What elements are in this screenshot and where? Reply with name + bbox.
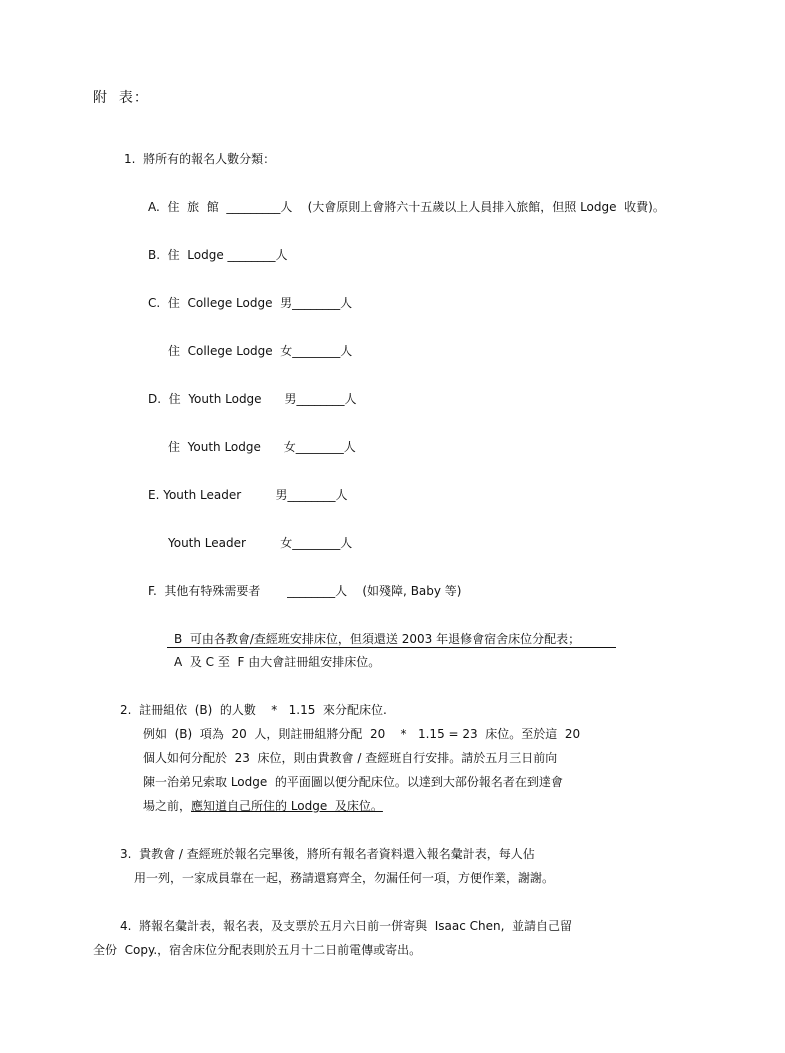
section2-line-2: 例如 (B) 項為 20 人，則註冊組將分配 20 * 1.15 = 23 床位。至於這 20 [143,727,581,741]
page-title: 附 表： [93,90,149,106]
section3-line-2: 用一列，一家成員靠在一起，務請還寫齊全，勿漏任何一項，方便作業，謝謝。 [134,871,555,885]
item-a: A. 住 旅 館 _________人 (大會原則上會將六十五歲以上人員排入旅館，但照 Lodge 收費)。 [148,200,665,214]
item-f: F. 其他有特殊需要者 ________人 (如殘障, Baby 等) [148,584,462,598]
section2-line-5 [143,798,383,814]
item-d-male: D. 住 Youth Lodge 男________人 [148,392,357,406]
section3-line-1: 3. 貴教會 / 查經班於報名完畢後，將所有報名者資料還入報名彙計表，每人佔 [120,847,535,861]
item-e-female: Youth Leader 女________人 [168,536,353,550]
section4-line-2: 全份 Copy.，宿舍床位分配表則於五月十二日前電傳或寄出。 [93,943,422,957]
item-b: B. 住 Lodge ________人 [148,248,288,262]
item-c-female: 住 College Lodge 女________人 [168,344,353,358]
item-c-male: C. 住 College Lodge 男________人 [148,296,353,310]
section2-line-1: 2. 註冊組依 (B) 的人數 * 1.15 來分配床位. [120,703,387,717]
item-d-female: 住 Youth Lodge 女________人 [168,440,356,454]
item-e-male: E. Youth Leader 男________人 [148,488,348,502]
note-line-2: A 及 C 至 F 由大會註冊組安排床位。 [174,655,381,669]
section2-last-underlined: 應知道自己所住的 Lodge 及床位。 [191,799,383,813]
note-line-1: B 可由各教會/查經班安排床位，但須還送 2003 年退修會宿舍床位分配表； [174,632,581,646]
section2-line-4: 陳一治弟兄索取 Lodge 的平面圖以便分配床位。以達到大部份報名者在到達會 [143,775,563,789]
section2-line-3: 個人如何分配於 23 床位，則由貴教會 / 查經班自行安排。請於五月三日前向 [143,751,558,765]
section4-line-1: 4. 將報名彙計表，報名表，及支票於五月六日前一併寄與 Isaac Chen, 並請自己留 [120,919,573,933]
section1-heading: 1. 將所有的報名人數分類： [124,152,276,166]
section2-last-prefix: 場之前， [143,799,192,813]
